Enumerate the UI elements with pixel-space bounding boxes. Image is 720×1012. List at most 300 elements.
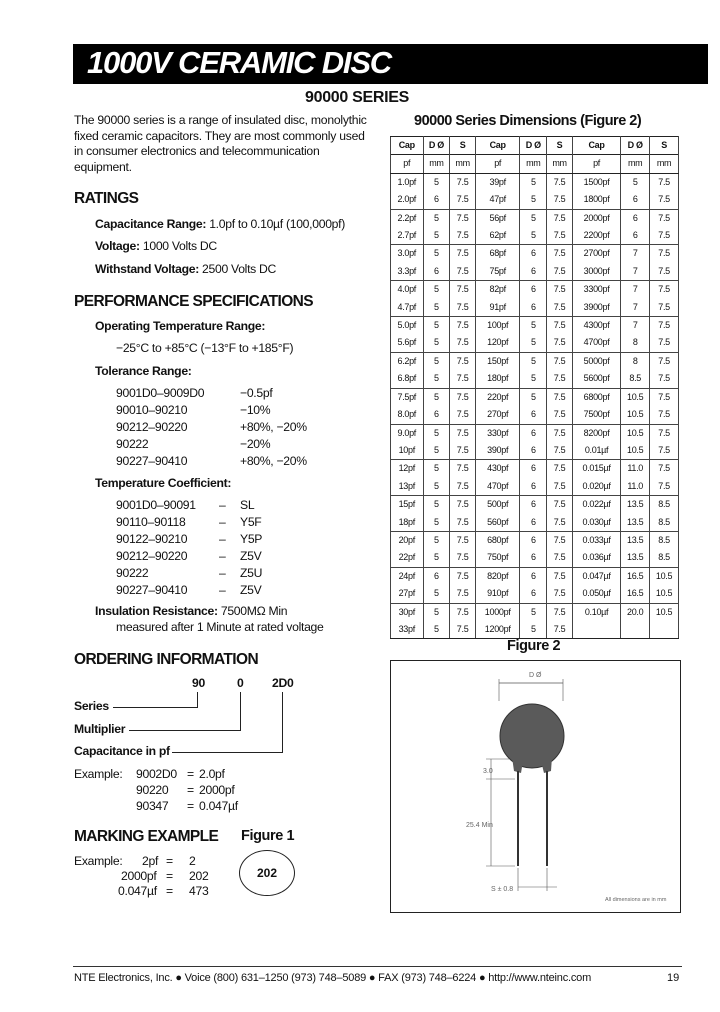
temp-coeff-value: Z5V <box>240 583 262 597</box>
page-title: 1000V CERAMIC DISC <box>87 45 391 80</box>
table-cell: 24pf <box>391 567 424 585</box>
table-row <box>391 173 679 191</box>
table-cell: 22pf <box>391 549 424 567</box>
column-header: D Ø <box>621 137 650 155</box>
table-cell: 6 <box>423 406 450 424</box>
table-cell: 6 <box>520 549 547 567</box>
column-header: S <box>547 137 573 155</box>
table-cell: 91pf <box>475 299 519 317</box>
column-unit: pf <box>391 155 424 173</box>
table-cell: 5 <box>423 442 450 460</box>
connector-line <box>172 752 283 753</box>
footer-contact: NTE Electronics, Inc. ● Voice (800) 631–1250 (973) 748–5089 ● FAX (973) 748–6224 ● http://www.nteinc.com <box>74 972 592 984</box>
label-lead-length: 25.4 Min <box>466 822 493 829</box>
table-cell: 7.5 <box>547 621 573 639</box>
table-cell: 680pf <box>475 531 519 549</box>
table-cell: 3900pf <box>572 299 620 317</box>
table-cell: 5 <box>423 514 450 532</box>
table-cell: 6 <box>423 263 450 281</box>
ordering-example-code: 90347 <box>136 799 169 813</box>
ordering-example-label: Example: <box>74 767 123 781</box>
table-cell: 7.5 <box>450 442 476 460</box>
table-cell: 0.022µf <box>572 496 620 514</box>
column-header: D Ø <box>423 137 450 155</box>
temp-coeff-range: 90212–90220 <box>116 549 188 563</box>
op-temp-value: −25°C to +85°C (−13°F to +185°F) <box>116 341 294 355</box>
connector-line <box>282 692 283 753</box>
table-cell: 6.2pf <box>391 352 424 370</box>
table-cell: 0.047µf <box>572 567 620 585</box>
table-cell: 5 <box>423 531 450 549</box>
table-cell: 7.5 <box>547 299 573 317</box>
table-row <box>391 263 679 281</box>
table-cell: 5.6pf <box>391 334 424 352</box>
marking-example-mark: 2 <box>189 854 196 868</box>
dimensions-title: 90000 Series Dimensions (Figure 2) <box>414 113 642 129</box>
table-cell: 5 <box>423 299 450 317</box>
table-row <box>391 531 679 549</box>
table-cell: 5 <box>423 281 450 299</box>
table-cell: 5 <box>423 317 450 335</box>
table-cell: 500pf <box>475 496 519 514</box>
table-row <box>391 299 679 317</box>
table-cell: 7.5 <box>650 460 679 478</box>
table-cell: 13.5 <box>621 531 650 549</box>
dimensions-note: All dimensions are in mm <box>605 897 667 903</box>
table-cell: 0.030µf <box>572 514 620 532</box>
table-cell: 7.5 <box>450 585 476 603</box>
table-cell: 120pf <box>475 334 519 352</box>
temp-coeff-range: 9001D0–90091 <box>116 498 196 512</box>
table-cell: 75pf <box>475 263 519 281</box>
table-cell: 6 <box>520 281 547 299</box>
marking-heading: MARKING EXAMPLE <box>74 828 219 845</box>
table-cell: 62pf <box>475 227 519 245</box>
ordering-heading: ORDERING INFORMATION <box>74 651 259 668</box>
temp-coeff-range: 90122–90210 <box>116 532 188 546</box>
table-cell: 5 <box>423 621 450 639</box>
ordering-label-series: Series <box>74 699 109 713</box>
rating-voltage: Voltage: 1000 Volts DC <box>95 239 217 253</box>
table-cell: 7.5 <box>450 317 476 335</box>
table-cell: 470pf <box>475 478 519 496</box>
table-cell: 7.5 <box>450 281 476 299</box>
table-cell: 5 <box>520 227 547 245</box>
table-row <box>391 281 679 299</box>
ordering-example-value: 2000pf <box>199 783 235 797</box>
table-cell: 7.5 <box>547 191 573 209</box>
ordering-example-eq: = <box>187 783 194 797</box>
rating-withstand: Withstand Voltage: 2500 Volts DC <box>95 262 277 276</box>
marking-example-cap: 0.047µf <box>118 884 157 898</box>
table-cell: 20pf <box>391 531 424 549</box>
op-temp-label: Operating Temperature Range: <box>95 319 266 333</box>
column-unit: mm <box>650 155 679 173</box>
table-cell: 6 <box>621 227 650 245</box>
marking-example-mark: 202 <box>189 869 209 883</box>
table-cell: 0.033µf <box>572 531 620 549</box>
table-cell: 5.0pf <box>391 317 424 335</box>
table-cell: 7.5 <box>450 406 476 424</box>
ordering-label-multiplier: Multiplier <box>74 722 126 736</box>
table-cell: 7.5 <box>450 209 476 227</box>
table-cell: 910pf <box>475 585 519 603</box>
table-cell: 6 <box>520 424 547 442</box>
table-cell: 7.5 <box>547 227 573 245</box>
table-cell: 7 <box>621 263 650 281</box>
table-cell: 390pf <box>475 442 519 460</box>
tolerance-value: −0.5pf <box>240 386 273 400</box>
table-cell: 7.5 <box>450 388 476 406</box>
column-unit: pf <box>572 155 620 173</box>
temp-coeff-dash: – <box>219 566 226 580</box>
table-cell: 9.0pf <box>391 424 424 442</box>
table-cell: 7.5 <box>547 460 573 478</box>
marking-example-eq: = <box>166 854 173 868</box>
table-cell: 7.5 <box>450 496 476 514</box>
table-cell: 5 <box>520 621 547 639</box>
table-cell: 47pf <box>475 191 519 209</box>
table-cell: 7.5 <box>547 585 573 603</box>
table-cell: 11.0 <box>621 478 650 496</box>
column-unit: mm <box>547 155 573 173</box>
marking-example-label: Example: <box>74 854 123 868</box>
column-unit: mm <box>621 155 650 173</box>
temp-coeff-dash: – <box>219 498 226 512</box>
table-cell: 7.5 <box>547 370 573 388</box>
table-row <box>391 424 679 442</box>
table-cell: 8 <box>621 352 650 370</box>
table-cell: 6 <box>520 496 547 514</box>
table-row <box>391 334 679 352</box>
table-cell: 7.5 <box>547 352 573 370</box>
table-cell: 6 <box>621 191 650 209</box>
label-spacing: S ± 0.8 <box>491 886 514 893</box>
tolerance-range: 90222 <box>116 437 149 451</box>
ordering-example-code: 9002D0 <box>136 767 177 781</box>
table-cell: 5 <box>423 173 450 191</box>
marking-example-eq: = <box>166 869 173 883</box>
table-cell: 7.5 <box>547 209 573 227</box>
table-cell: 7.5 <box>650 263 679 281</box>
table-cell: 0.015µf <box>572 460 620 478</box>
insulation-note: measured after 1 Minute at rated voltage <box>116 620 324 634</box>
table-cell: 7.5 <box>450 299 476 317</box>
temp-coeff-dash: – <box>219 515 226 529</box>
column-unit: pf <box>475 155 519 173</box>
table-cell: 2000pf <box>572 209 620 227</box>
table-cell: 10.5 <box>621 442 650 460</box>
table-cell: 7.5 <box>547 514 573 532</box>
figure2-frame <box>390 660 681 913</box>
table-cell: 56pf <box>475 209 519 227</box>
table-cell: 7.5 <box>547 424 573 442</box>
table-cell: 7.5 <box>450 352 476 370</box>
table-cell: 2700pf <box>572 245 620 263</box>
table-units-row <box>391 155 679 173</box>
table-cell: 5 <box>423 496 450 514</box>
table-cell: 8.5 <box>621 370 650 388</box>
table-cell: 7 <box>621 317 650 335</box>
table-cell: 8.5 <box>650 549 679 567</box>
rating-capacitance: Capacitance Range: 1.0pf to 0.10µf (100,000pf) <box>95 217 345 231</box>
table-row <box>391 370 679 388</box>
table-row <box>391 460 679 478</box>
table-cell: 6 <box>520 514 547 532</box>
table-row <box>391 352 679 370</box>
column-header: S <box>450 137 476 155</box>
table-row <box>391 514 679 532</box>
table-row <box>391 478 679 496</box>
table-cell: 220pf <box>475 388 519 406</box>
table-cell: 7.5 <box>450 514 476 532</box>
table-cell: 7.5 <box>450 424 476 442</box>
table-cell: 2.2pf <box>391 209 424 227</box>
table-cell: 7.5 <box>547 478 573 496</box>
table-cell: 5 <box>520 603 547 621</box>
table-cell: 180pf <box>475 370 519 388</box>
column-unit: mm <box>520 155 547 173</box>
figure1-capacitor-marking: 202 <box>239 850 295 896</box>
column-header: D Ø <box>520 137 547 155</box>
table-cell: 13.5 <box>621 549 650 567</box>
table-cell: 7.5 <box>450 245 476 263</box>
table-cell: 5 <box>423 603 450 621</box>
table-cell: 10.5 <box>621 388 650 406</box>
table-cell: 7.5 <box>547 245 573 263</box>
table-cell: 7 <box>621 281 650 299</box>
temp-coeff-value: Y5P <box>240 532 263 546</box>
table-cell: 18pf <box>391 514 424 532</box>
table-row <box>391 245 679 263</box>
table-cell: 6800pf <box>572 388 620 406</box>
figure2-title: Figure 2 <box>507 638 561 654</box>
table-cell: 7.5 <box>547 442 573 460</box>
table-cell: 5 <box>423 352 450 370</box>
table-cell: 12pf <box>391 460 424 478</box>
table-cell: 13.5 <box>621 514 650 532</box>
table-cell: 6 <box>423 567 450 585</box>
table-cell: 7.5 <box>547 173 573 191</box>
label-body: 3.0 <box>483 768 493 775</box>
table-cell: 5 <box>520 317 547 335</box>
column-header: Cap <box>572 137 620 155</box>
tolerance-range: 90227–90410 <box>116 454 188 468</box>
table-cell: 5 <box>520 334 547 352</box>
table-cell: 7.5 <box>547 531 573 549</box>
insulation-resistance: Insulation Resistance: 7500MΩ Min <box>95 604 288 618</box>
temp-coeff-dash: – <box>219 583 226 597</box>
table-cell: 16.5 <box>621 585 650 603</box>
table-row <box>391 585 679 603</box>
temp-coeff-value: Z5U <box>240 566 263 580</box>
table-cell: 7.5 <box>547 334 573 352</box>
table-cell: 6.8pf <box>391 370 424 388</box>
table-cell: 7.5 <box>450 263 476 281</box>
tolerance-label: Tolerance Range: <box>95 364 192 378</box>
table-cell <box>621 621 650 639</box>
figure1-title: Figure 1 <box>241 828 295 844</box>
table-row <box>391 227 679 245</box>
table-cell: 10.5 <box>621 424 650 442</box>
ordering-example-value: 2.0pf <box>199 767 225 781</box>
table-cell: 3300pf <box>572 281 620 299</box>
connector-line <box>197 692 198 708</box>
table-cell: 7.5 <box>547 317 573 335</box>
ordering-example-code: 90220 <box>136 783 169 797</box>
column-unit: mm <box>423 155 450 173</box>
table-cell: 7.5 <box>450 460 476 478</box>
table-cell: 3.0pf <box>391 245 424 263</box>
table-cell: 7.5 <box>650 370 679 388</box>
tolerance-range: 90010–90210 <box>116 403 188 417</box>
table-cell: 11.0 <box>621 460 650 478</box>
table-cell: 7.5 <box>547 603 573 621</box>
table-cell: 5 <box>423 209 450 227</box>
table-cell: 6 <box>520 263 547 281</box>
table-cell: 2200pf <box>572 227 620 245</box>
table-cell: 7.5 <box>650 352 679 370</box>
table-cell: 0.050µf <box>572 585 620 603</box>
table-cell: 0.036µf <box>572 549 620 567</box>
table-cell: 20.0 <box>621 603 650 621</box>
table-cell: 6 <box>520 567 547 585</box>
table-cell: 7.5 <box>650 209 679 227</box>
table-cell: 10.5 <box>650 567 679 585</box>
table-cell: 7.5 <box>650 334 679 352</box>
table-cell: 7.5 <box>547 549 573 567</box>
column-header: S <box>650 137 679 155</box>
table-row <box>391 317 679 335</box>
table-cell: 4.7pf <box>391 299 424 317</box>
table-cell: 82pf <box>475 281 519 299</box>
temp-coeff-range: 90227–90410 <box>116 583 188 597</box>
table-cell: 68pf <box>475 245 519 263</box>
table-cell: 7.5 <box>650 478 679 496</box>
table-cell: 0.10µf <box>572 603 620 621</box>
ordering-example-value: 0.047µf <box>199 799 238 813</box>
table-cell: 4.0pf <box>391 281 424 299</box>
table-cell: 5 <box>520 370 547 388</box>
table-cell: 6 <box>520 442 547 460</box>
table-cell: 0.01µf <box>572 442 620 460</box>
table-cell: 2.0pf <box>391 191 424 209</box>
table-cell: 5 <box>423 478 450 496</box>
table-row <box>391 496 679 514</box>
table-cell: 5 <box>423 245 450 263</box>
table-cell: 16.5 <box>621 567 650 585</box>
table-row <box>391 388 679 406</box>
ordering-example-eq: = <box>187 767 194 781</box>
table-cell: 6 <box>423 191 450 209</box>
table-cell: 10.5 <box>650 585 679 603</box>
table-cell: 6 <box>520 299 547 317</box>
connector-line <box>129 730 241 731</box>
table-cell: 5 <box>520 191 547 209</box>
table-cell: 7.5 <box>650 388 679 406</box>
table-cell: 7.5 <box>450 173 476 191</box>
tolerance-range: 9001D0–9009D0 <box>116 386 205 400</box>
table-cell: 5 <box>423 227 450 245</box>
table-cell: 7.5pf <box>391 388 424 406</box>
table-cell: 5 <box>423 460 450 478</box>
table-cell <box>650 621 679 639</box>
table-cell: 3.3pf <box>391 263 424 281</box>
table-cell: 7.5 <box>450 549 476 567</box>
marking-example-eq: = <box>166 884 173 898</box>
table-cell: 7.5 <box>650 442 679 460</box>
table-cell: 10pf <box>391 442 424 460</box>
table-cell: 8.0pf <box>391 406 424 424</box>
table-cell: 560pf <box>475 514 519 532</box>
table-cell: 5 <box>621 173 650 191</box>
table-cell: 7.5 <box>650 191 679 209</box>
table-cell: 5 <box>520 352 547 370</box>
table-cell: 5 <box>423 370 450 388</box>
table-cell: 7.5 <box>650 227 679 245</box>
table-cell: 150pf <box>475 352 519 370</box>
temp-coeff-value: Y5F <box>240 515 262 529</box>
column-unit: mm <box>450 155 476 173</box>
capacitor-dimension-drawing <box>391 661 680 912</box>
table-cell: 7.5 <box>547 388 573 406</box>
table-cell: 7.5 <box>450 531 476 549</box>
tolerance-value: −20% <box>240 437 271 451</box>
series-title: 90000 SERIES <box>305 89 410 106</box>
table-cell: 5 <box>423 388 450 406</box>
tolerance-value: +80%, −20% <box>240 420 307 434</box>
table-cell: 6 <box>520 478 547 496</box>
table-cell: 820pf <box>475 567 519 585</box>
table-cell: 7.5 <box>650 281 679 299</box>
ordering-example-eq: = <box>187 799 194 813</box>
ratings-heading: RATINGS <box>74 190 139 207</box>
table-cell: 5 <box>423 549 450 567</box>
table-cell: 1800pf <box>572 191 620 209</box>
temp-coeff-dash: – <box>219 549 226 563</box>
table-cell: 7.5 <box>650 245 679 263</box>
table-cell: 7.5 <box>450 191 476 209</box>
connector-line <box>240 692 241 731</box>
table-cell: 33pf <box>391 621 424 639</box>
column-header: Cap <box>391 137 424 155</box>
table-header-row <box>391 137 679 155</box>
table-cell: 7.5 <box>547 281 573 299</box>
table-cell: 5 <box>520 388 547 406</box>
table-cell: 8 <box>621 334 650 352</box>
table-cell: 5 <box>520 209 547 227</box>
table-cell: 7.5 <box>547 406 573 424</box>
table-cell: 10.5 <box>621 406 650 424</box>
table-cell: 8.5 <box>650 531 679 549</box>
table-cell: 7.5 <box>547 496 573 514</box>
table-row <box>391 191 679 209</box>
table-cell: 1500pf <box>572 173 620 191</box>
table-cell: 7.5 <box>450 370 476 388</box>
table-cell: 1200pf <box>475 621 519 639</box>
code-part-series: 90 <box>192 676 205 690</box>
table-cell <box>572 621 620 639</box>
table-cell: 7.5 <box>650 424 679 442</box>
intro-paragraph: The 90000 series is a range of insulated disc, monolythic fixed ceramic capacitors. They are most commonly used in consumer electronics and telecommunication equipment. <box>74 113 367 174</box>
table-cell: 0.020µf <box>572 478 620 496</box>
tolerance-value: +80%, −20% <box>240 454 307 468</box>
marking-example-mark: 473 <box>189 884 209 898</box>
page-number: 19 <box>667 972 680 984</box>
table-cell: 750pf <box>475 549 519 567</box>
table-cell: 30pf <box>391 603 424 621</box>
dimensions-table <box>390 136 679 639</box>
